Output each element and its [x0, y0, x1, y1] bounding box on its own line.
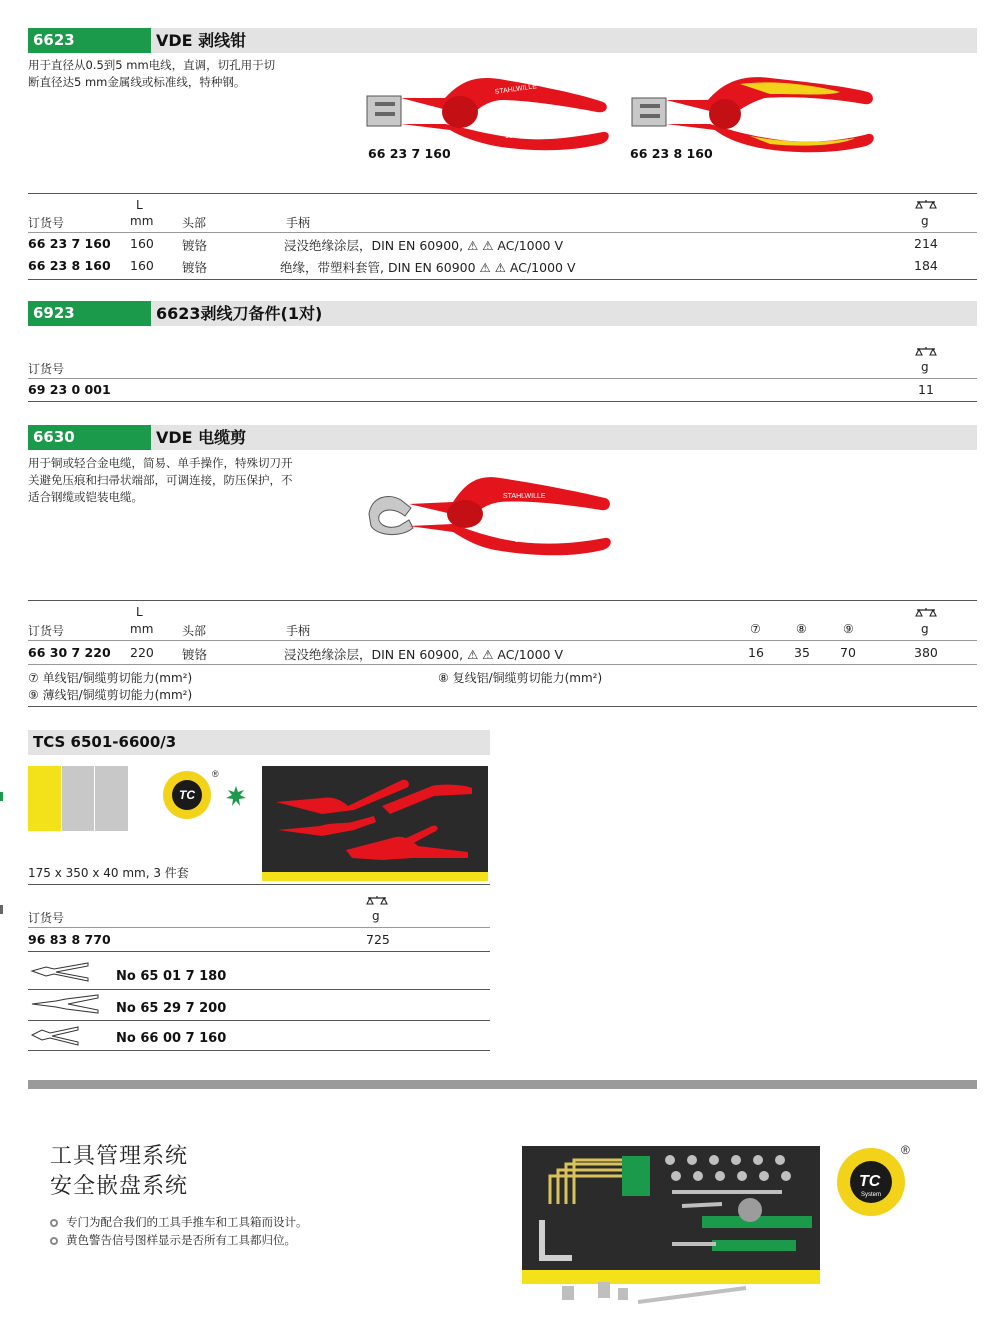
table-cell-order: 66 30 7 220 [28, 645, 111, 660]
tool-list-item: No 65 01 7 180 [116, 969, 227, 984]
table-top-rule [28, 884, 490, 885]
wire-stripper-red-image [365, 72, 615, 154]
col-header-order: 订货号 [28, 216, 65, 230]
section-code: 6623 [28, 28, 151, 53]
col-header-order: 订货号 [28, 362, 65, 376]
table-row-rule [28, 664, 977, 665]
weight-scale-icon [915, 607, 937, 619]
section-header-6630 [28, 425, 977, 450]
table-cell-g: 380 [914, 645, 938, 660]
section-description [28, 455, 293, 506]
table-bottom-rule [28, 706, 977, 707]
svg-text:System: System [861, 1192, 882, 1198]
svg-text:TC: TC [859, 1173, 881, 1190]
section-title: 6623剥线刀备件(1对) [156, 304, 323, 323]
table-row-rule [28, 1020, 490, 1021]
table-cell-order: 66 23 7 160 [28, 236, 111, 251]
table-cell-head: 镀铬 [182, 260, 208, 275]
tc-system-logo-large [835, 1142, 915, 1218]
svg-text:TC: TC [179, 788, 195, 802]
footer-bullet [50, 1214, 308, 1230]
svg-text:®: ® [212, 769, 219, 779]
col-header-g: g [921, 214, 929, 228]
table-cell-head: 镀铬 [182, 238, 208, 253]
col-header-g: g [921, 360, 929, 374]
long-nose-pliers-icon [30, 993, 100, 1015]
footer-title-2: 安全嵌盘系统 [50, 1174, 189, 1199]
description-line: 用于铜或轻合金电缆，简易、单手操作，特殊切刀开 [28, 456, 293, 470]
bullet-text: 专门为配合我们的工具手推车和工具箱而设计。 [66, 1215, 308, 1229]
table-cell-order: 69 23 0 001 [28, 382, 111, 397]
bullet-icon [50, 1237, 58, 1245]
table-header-rule [28, 378, 977, 379]
description-line: 断直径达5 mm金属线或标准线，特种钢。 [28, 75, 246, 89]
page-edge-mark [0, 905, 3, 914]
col-header-handle: 手柄 [286, 624, 311, 638]
table-cell-capacity-9: 70 [840, 645, 856, 660]
table-top-rule [28, 193, 977, 194]
combination-pliers-icon [30, 960, 90, 982]
side-cutter-icon [30, 1024, 80, 1046]
table-cell-handle: 浸没绝缘涂层，DIN EN 60900, ⚠ ⚠ AC/1000 V [284, 647, 564, 662]
table-header-rule [28, 232, 977, 233]
footnote-9: ⑨ 薄线铝/铜缆剪切能力(mm²) [28, 688, 193, 702]
svg-text:STAHLWILLE: STAHLWILLE [494, 83, 538, 96]
page-edge-mark [0, 792, 3, 801]
footnote-8: ⑧ 复线铝/铜缆剪切能力(mm²) [438, 671, 603, 685]
col-header-L: L [136, 198, 143, 212]
col-header-g: g [372, 909, 380, 923]
table-cell-L: 220 [130, 645, 154, 660]
table-cell-order: 96 83 8 770 [28, 932, 111, 947]
col-header-mm: mm [130, 622, 154, 636]
section-code: 6630 [28, 425, 151, 450]
col-header-order: 订货号 [28, 624, 65, 638]
col-header-head: 头部 [182, 216, 207, 230]
foam-tray-socket-image [522, 1146, 832, 1314]
col-header-capacity-7: ⑦ [750, 622, 761, 636]
col-header-handle: 手柄 [286, 216, 311, 230]
table-header-rule [28, 927, 490, 928]
col-header-order: 订货号 [28, 911, 65, 925]
section-header-6923 [28, 301, 977, 326]
bullet-text: 黄色警告信号图样显示是否所有工具都归位。 [66, 1233, 296, 1247]
table-cell-g: 725 [366, 932, 390, 947]
footnote-7: ⑦ 单线铝/铜缆剪切能力(mm²) [28, 671, 193, 685]
table-cell-g: 184 [914, 258, 938, 273]
col-header-mm: mm [130, 214, 154, 228]
green-star-icon [226, 786, 246, 806]
col-header-g: g [921, 622, 929, 636]
tray-size-icon [28, 766, 128, 831]
section-header-6623 [28, 28, 977, 53]
tool-list-item: No 66 00 7 160 [116, 1031, 227, 1046]
col-header-L: L [136, 605, 143, 619]
table-top-rule [28, 600, 977, 601]
tcs-title: TCS 6501-6600/3 [33, 733, 177, 751]
table-bottom-rule [28, 1050, 490, 1051]
description-line: 关避免压痕和扫帚状端部，可调连接，防压保护，不 [28, 473, 293, 487]
weight-scale-icon [915, 199, 937, 211]
table-cell-g: 11 [918, 382, 934, 397]
section-title: VDE 电缆剪 [156, 428, 247, 447]
col-header-head: 头部 [182, 624, 207, 638]
section-divider-bar [28, 1080, 977, 1089]
table-header-rule [28, 640, 977, 641]
svg-text:STAHLWILLE: STAHLWILLE [503, 493, 546, 500]
table-cell-capacity-8: 35 [794, 645, 810, 660]
tcs-tray-image [262, 766, 488, 881]
footer-title-1: 工具管理系统 [50, 1144, 189, 1169]
tc-system-logo [160, 766, 222, 820]
table-cell-order: 66 23 8 160 [28, 258, 111, 273]
wire-stripper-redyellow-image [630, 70, 880, 154]
section-description [28, 57, 275, 91]
table-bottom-rule [28, 401, 977, 402]
col-header-capacity-9: ⑨ [843, 622, 854, 636]
svg-text:1000V: 1000V [515, 538, 533, 544]
table-cell-handle: 浸没绝缘涂层，DIN EN 60900, ⚠ ⚠ AC/1000 V [284, 238, 564, 253]
weight-scale-icon [915, 346, 937, 358]
table-cell-handle: 绝缘，带塑料套管, DIN EN 60900 ⚠ ⚠ AC/1000 V [280, 260, 576, 275]
table-bottom-rule [28, 279, 977, 280]
description-line: 用于直径从0.5到5 mm电线，直调，切孔用于切 [28, 58, 276, 72]
svg-text:®: ® [901, 1143, 910, 1157]
table-cell-L: 160 [130, 258, 154, 273]
table-row-rule [28, 951, 490, 952]
svg-text:1000 V 04: 1000 V 04 [505, 133, 537, 140]
description-line: 适合钢缆或铠装电缆。 [28, 490, 143, 504]
table-cell-g: 214 [914, 236, 938, 251]
cable-cutter-image [365, 472, 615, 556]
image-caption: 66 23 7 160 [368, 146, 451, 161]
col-header-capacity-8: ⑧ [796, 622, 807, 636]
table-cell-capacity-7: 16 [748, 645, 764, 660]
table-cell-L: 160 [130, 236, 154, 251]
bullet-icon [50, 1219, 58, 1227]
section-title: VDE 剥线钳 [156, 31, 247, 50]
tool-list-item: No 65 29 7 200 [116, 1001, 227, 1016]
image-caption: 66 23 8 160 [630, 146, 713, 161]
section-code: 6923 [28, 301, 151, 326]
table-row-rule [28, 989, 490, 990]
svg-text:66238160: 66238160 [748, 127, 777, 134]
table-cell-head: 镀铬 [182, 647, 208, 662]
tcs-dimensions: 175 x 350 x 40 mm, 3 件套 [28, 866, 189, 880]
weight-scale-icon [366, 895, 388, 907]
footer-bullet [50, 1232, 296, 1248]
tcs-header [28, 730, 490, 755]
